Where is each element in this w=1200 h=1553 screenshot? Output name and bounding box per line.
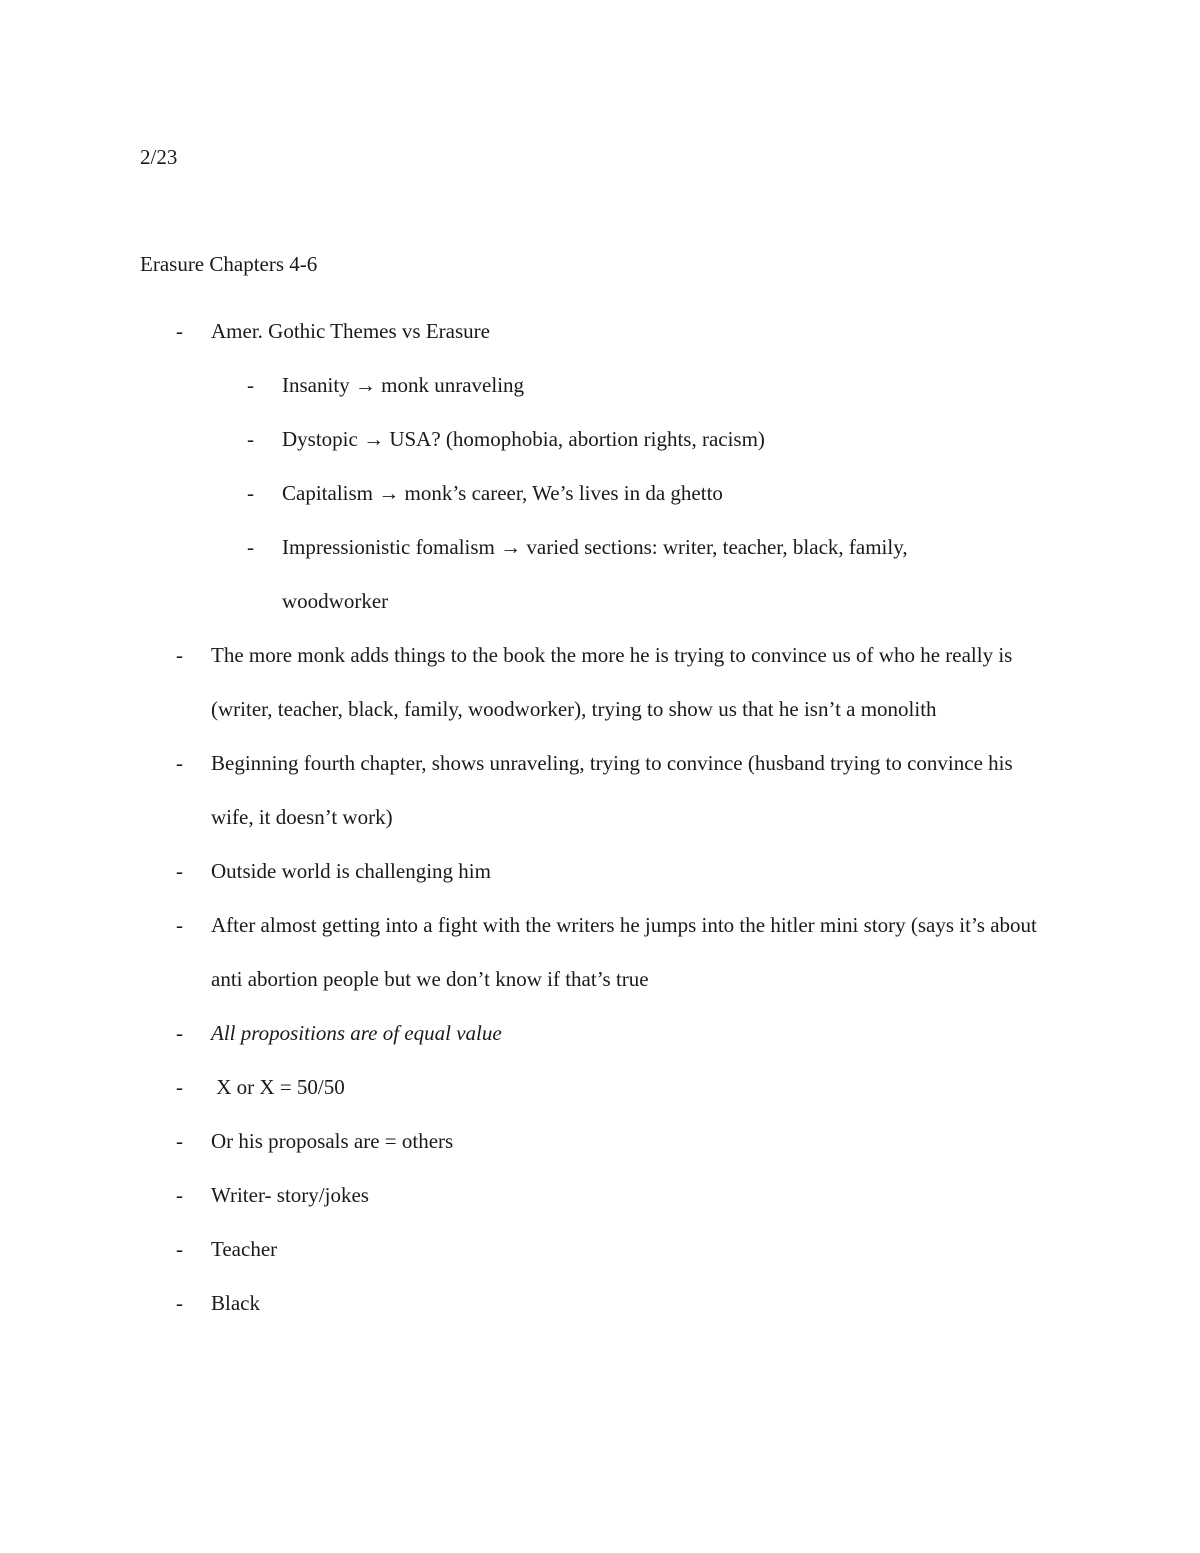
bullet-dash: - — [176, 1021, 183, 1045]
list-item-text: All propositions are of equal value — [211, 1021, 502, 1045]
list-item-text: X or X = 50/50 — [211, 1075, 345, 1099]
bullet-dash: - — [247, 427, 254, 451]
note-title: Erasure Chapters 4-6 — [140, 252, 318, 276]
bullet-dash: - — [176, 1291, 183, 1315]
list-item — [0, 844, 1051, 898]
sub-list-item — [0, 466, 1002, 520]
list-item — [0, 304, 1051, 358]
sub-list-item — [0, 358, 1002, 412]
list-item — [0, 1060, 1051, 1114]
list-item — [0, 1168, 1051, 1222]
sub-list-item — [0, 520, 1002, 628]
bullet-dash: - — [176, 1183, 183, 1207]
bullet-dash: - — [247, 481, 254, 505]
list-item-text: Outside world is challenging him — [211, 859, 491, 883]
notes-list — [0, 304, 1200, 1330]
list-item-text: Teacher — [211, 1237, 278, 1261]
bullet-dash: - — [176, 643, 183, 667]
list-item-text: Amer. Gothic Themes vs Erasure — [211, 319, 490, 343]
bullet-dash: - — [176, 859, 183, 883]
list-item-text: Black — [211, 1291, 260, 1315]
list-item-text: After almost getting into a fight with the writers he jumps into the hitler mini story (says it’s about anti abortion people but we don’t know if that’s true — [211, 913, 1037, 991]
list-item-text: Impressionistic fomalism → varied sections: writer, teacher, black, family, woodworker — [282, 535, 908, 613]
list-item — [0, 628, 1051, 736]
list-item-text: Dystopic → USA? (homophobia, abortion rights, racism) — [282, 427, 765, 451]
list-item-text: Beginning fourth chapter, shows unraveling, trying to convince (husband trying to convince his wife, it doesn’t work) — [211, 751, 1013, 829]
list-item — [0, 898, 1051, 1006]
list-item-text: Writer- story/jokes — [211, 1183, 369, 1207]
list-item-text: Insanity → monk unraveling — [282, 373, 525, 397]
list-item — [0, 736, 1051, 844]
bullet-dash: - — [176, 1075, 183, 1099]
list-item-text: Or his proposals are = others — [211, 1129, 454, 1153]
list-item — [0, 1222, 1051, 1276]
sub-list-item — [0, 412, 1002, 466]
bullet-dash: - — [176, 751, 183, 775]
bullet-dash: - — [176, 913, 183, 937]
list-item-text: The more monk adds things to the book the more he is trying to convince us of who he really is (writer, teacher, black, family, woodworker), trying to show us that he isn’t a monolith — [211, 643, 1013, 721]
list-item-text: Capitalism → monk’s career, We’s lives in da ghetto — [282, 481, 723, 505]
bullet-dash: - — [247, 535, 254, 559]
bullet-dash: - — [176, 319, 183, 343]
note-date: 2/23 — [140, 145, 178, 169]
list-item — [0, 1276, 1051, 1330]
list-item — [0, 1114, 1051, 1168]
list-item — [0, 1006, 1051, 1060]
bullet-dash: - — [176, 1237, 183, 1261]
bullet-dash: - — [247, 373, 254, 397]
bullet-dash: - — [176, 1129, 183, 1153]
